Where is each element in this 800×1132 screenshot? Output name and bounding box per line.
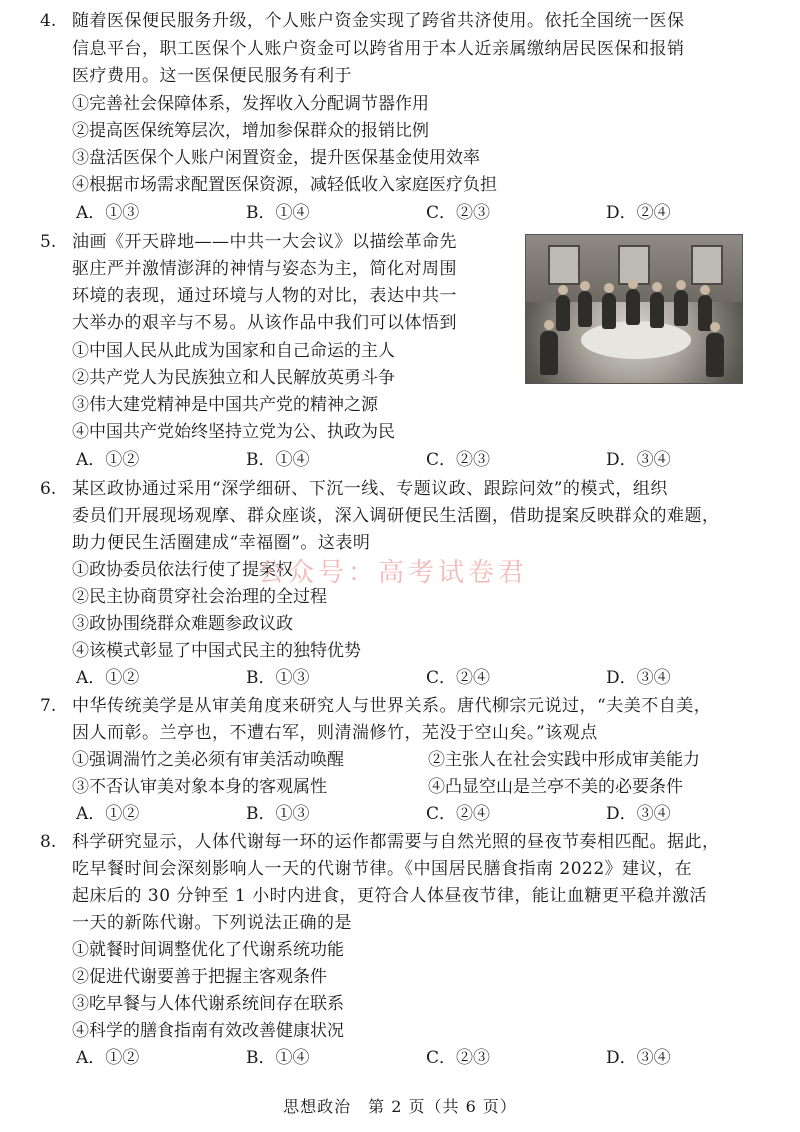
question-6-item-3: ③政协围绕群众难题参政议政	[72, 614, 293, 634]
question-7-stem-line-2: 因人而彰。兰亭也，不遭右军，则清湍修竹，芜没于空山矣。”该观点	[72, 723, 598, 743]
question-4-item-3: ③盘活医保个人账户闲置资金，提升医保基金使用效率	[72, 148, 480, 168]
question-4-stem-line-3: 医疗费用。这一医保便民服务有利于	[72, 66, 352, 86]
question-4-answer-d: D．②④	[606, 203, 671, 223]
question-5-item-1: ①中国人民从此成为国家和自己命运的主人	[72, 341, 395, 361]
question-4-stem-line-2: 信息平台，职工医保个人账户资金可以跨省用于本人近亲属缴纳居民医保和报销	[72, 39, 685, 59]
question-7-stem-line-1: 中华传统美学是从审美角度来研究人与世界关系。唐代柳宗元说过，“夫美不自美，	[72, 696, 712, 716]
question-4-number: 4.	[40, 11, 57, 31]
question-7-answer-b: B．①③	[246, 804, 310, 824]
oil-painting-image	[525, 234, 743, 384]
question-5-item-2: ②共产党人为民族独立和人民解放英勇斗争	[72, 368, 395, 388]
question-8-answer-b: B．①④	[246, 1048, 310, 1068]
page-footer: 思想政治 第 2 页（共 6 页）	[283, 1097, 517, 1116]
question-5-stem-line-4: 大举办的艰辛与不易。从该作品中我们可以体悟到	[72, 313, 457, 333]
question-5-item-3: ③伟大建党精神是中国共产党的精神之源	[72, 395, 378, 415]
question-5-answer-c: C．②③	[426, 450, 491, 470]
question-7-item-2: ②主张人在社会实践中形成审美能力	[428, 750, 700, 770]
question-6-answer-a: A．①②	[76, 668, 140, 688]
question-5-number: 5.	[40, 232, 57, 252]
question-6-stem-line-3: 助力便民生活圈建成“幸福圈”。这表明	[72, 533, 371, 553]
question-5-stem-line-2: 驱庄严并激情澎湃的神情与姿态为主，简化对周围	[72, 259, 457, 279]
question-6-number: 6.	[40, 479, 57, 499]
question-7-item-1: ①强调湍竹之美必须有审美活动唤醒	[72, 750, 344, 770]
question-8-stem-line-3: 起床后的 30 分钟至 1 小时内进食，更符合人体昼夜节律，能让血糖更平稳并激活	[72, 886, 708, 906]
question-5-stem-line-1: 油画《开天辟地——中共一大会议》以描绘革命先	[72, 232, 457, 252]
question-7-answer-c: C．②④	[426, 804, 491, 824]
watermark: 公众号：高考试卷君	[258, 558, 529, 588]
question-4-stem-line-1: 随着医保便民服务升级，个人账户资金实现了跨省共济使用。依托全国统一医保	[72, 11, 685, 31]
question-8-item-3: ③吃早餐与人体代谢系统间存在联系	[72, 994, 344, 1014]
question-6-answer-c: C．②④	[426, 668, 491, 688]
question-8-item-1: ①就餐时间调整优化了代谢系统功能	[72, 940, 344, 960]
question-8-stem-line-4: 一天的新陈代谢。下列说法正确的是	[72, 913, 352, 933]
question-4-answer-b: B．①④	[246, 203, 310, 223]
question-8-answer-c: C．②③	[426, 1048, 491, 1068]
question-4-item-4: ④根据市场需求配置医保资源，减轻低收入家庭医疗负担	[72, 175, 497, 195]
question-8-stem-line-1: 科学研究显示，人体代谢每一环的运作都需要与自然光照的昼夜节奏相匹配。据此，	[72, 832, 720, 852]
question-7-number: 7.	[40, 696, 57, 716]
question-4-answer-c: C．②③	[426, 203, 491, 223]
question-8-stem-line-2: 吃早餐时间会深刻影响人一天的代谢节律。《中国居民膳食指南 2022》建议，在	[72, 859, 693, 879]
question-8-item-2: ②促进代谢要善于把握主客观条件	[72, 967, 327, 987]
question-5-answer-b: B．①④	[246, 450, 310, 470]
question-7-item-4: ④凸显空山是兰亭不美的必要条件	[428, 777, 683, 797]
question-4-answer-a: A．①③	[76, 203, 140, 223]
question-7-item-3: ③不否认审美对象本身的客观属性	[72, 777, 327, 797]
question-5-answer-d: D．③④	[606, 450, 671, 470]
question-6-stem-line-1: 某区政协通过采用“深学细研、下沉一线、专题议政、跟踪问效”的模式，组织	[72, 479, 668, 499]
question-8-answer-d: D．③④	[606, 1048, 671, 1068]
question-6-item-2: ②民主协商贯穿社会治理的全过程	[72, 587, 327, 607]
question-6-answer-d: D．③④	[606, 668, 671, 688]
question-8-number: 8.	[40, 832, 57, 852]
question-5-answer-a: A．①②	[76, 450, 140, 470]
question-6-stem-line-2: 委员们开展现场观摩、群众座谈，深入调研便民生活圈，借助提案反映群众的难题，	[72, 506, 720, 526]
question-6-item-4: ④该模式彰显了中国式民主的独特优势	[72, 641, 361, 661]
question-5-stem-line-3: 环境的表现，通过环境与人物的对比，表达中共一	[72, 286, 457, 306]
question-8-item-4: ④科学的膳食指南有效改善健康状况	[72, 1021, 344, 1041]
question-6-item-1: ①政协委员依法行使了提案权	[72, 560, 293, 580]
question-8-answer-a: A．①②	[76, 1048, 140, 1068]
question-7-answer-d: D．③④	[606, 804, 671, 824]
question-4-item-1: ①完善社会保障体系，发挥收入分配调节器作用	[72, 94, 429, 114]
question-7-answer-a: A．①②	[76, 804, 140, 824]
question-5-item-4: ④中国共产党始终坚持立党为公、执政为民	[72, 422, 395, 442]
question-4-item-2: ②提高医保统筹层次，增加参保群众的报销比例	[72, 121, 429, 141]
question-6-answer-b: B．①③	[246, 668, 310, 688]
